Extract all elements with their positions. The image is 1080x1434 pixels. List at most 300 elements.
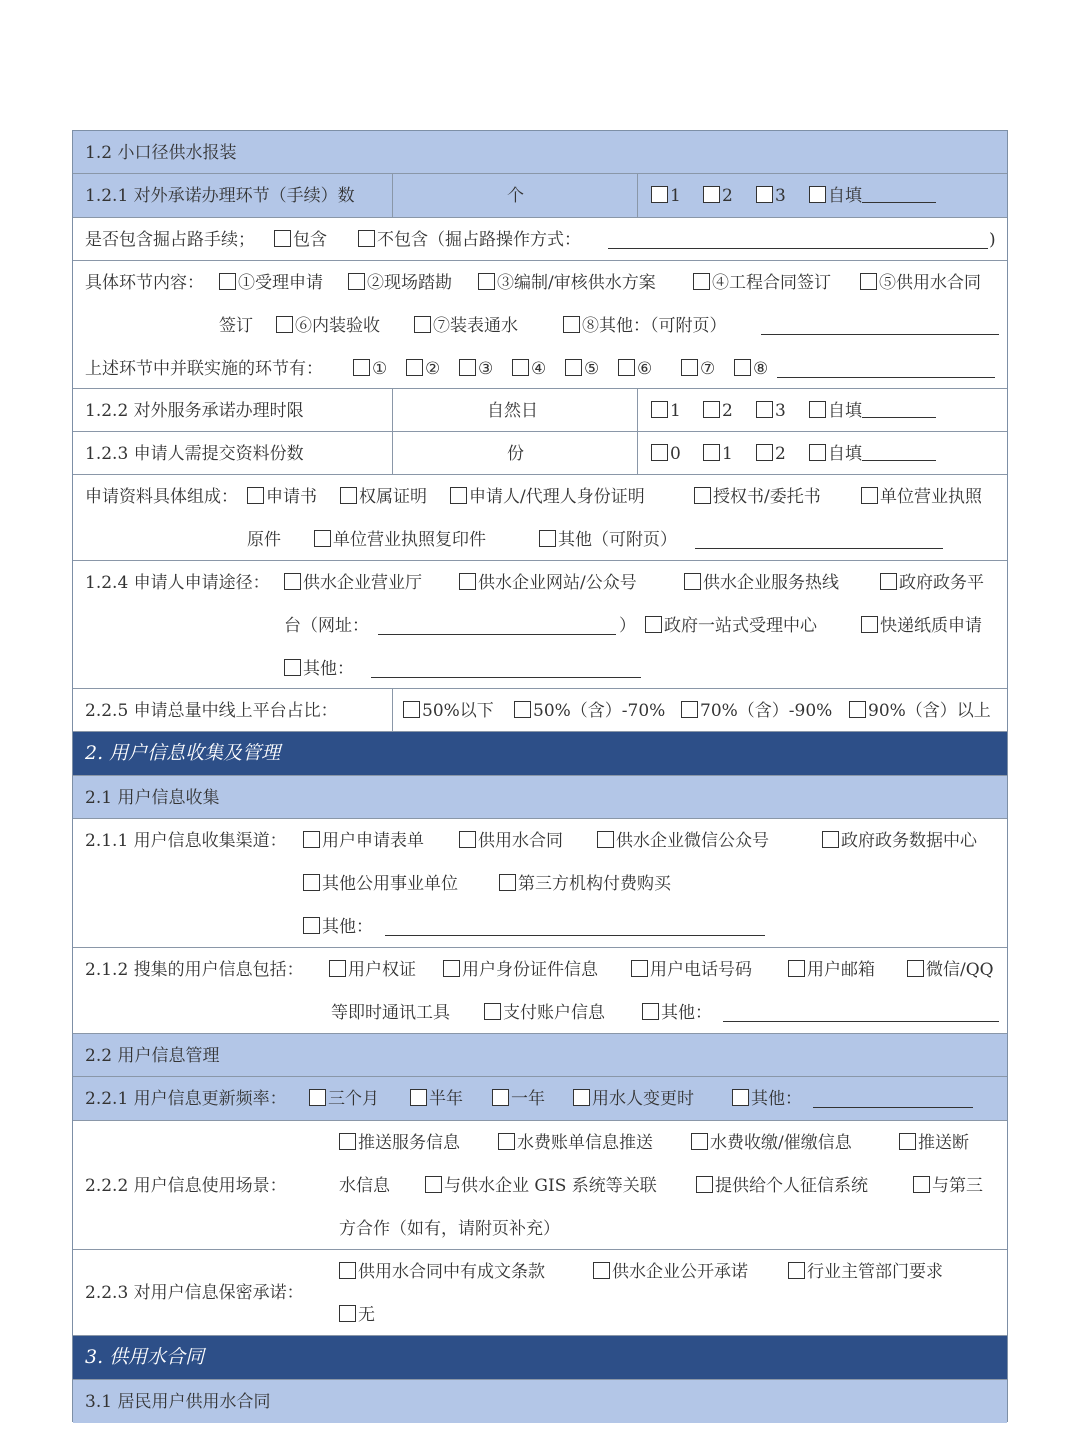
option-business-license[interactable] xyxy=(861,487,982,507)
row-2-2-1 xyxy=(73,1077,1007,1121)
parallel-label: 上述环节中并联实施的环节有： xyxy=(85,359,323,379)
options-cell xyxy=(637,432,638,474)
option-public-utilities[interactable] xyxy=(303,874,458,894)
option-one-stop-center[interactable] xyxy=(645,616,817,636)
options-cell xyxy=(637,174,638,217)
section-title: 2. 用户信息收集及管理 xyxy=(85,742,281,764)
subsection-title: 3.1 居民用户供用水合同 xyxy=(85,1392,271,1412)
row-label: 1.2.2 对外服务承诺办理时限 xyxy=(85,401,304,421)
checkbox[interactable] xyxy=(681,701,698,718)
parallel-7[interactable] xyxy=(681,359,715,379)
checkbox[interactable] xyxy=(414,316,431,333)
option-license-copy[interactable] xyxy=(314,530,486,550)
parallel-1[interactable] xyxy=(353,359,387,379)
option-3[interactable] xyxy=(756,401,786,421)
option-user-title[interactable] xyxy=(329,960,416,980)
row-label: 1.2.4 申请人申请途径： xyxy=(85,573,270,593)
option-text: 供水企业服务热线 xyxy=(703,573,839,593)
option-text: ⑥内装验收 xyxy=(295,316,380,336)
checkbox[interactable] xyxy=(499,874,516,891)
option-text: ⑤供用水合同 xyxy=(879,273,981,293)
option-express-paper[interactable] xyxy=(861,616,982,636)
checkbox[interactable] xyxy=(563,316,580,333)
fill-line[interactable] xyxy=(608,232,988,249)
option-step-7[interactable] xyxy=(414,316,518,336)
option-application-form[interactable] xyxy=(303,831,424,851)
checkbox[interactable] xyxy=(756,186,773,203)
parallel-2[interactable] xyxy=(406,359,440,379)
option-text: ④工程合同签订 xyxy=(712,273,831,293)
option-text: 权属证明 xyxy=(359,487,427,507)
checkbox[interactable] xyxy=(573,1089,590,1106)
checkbox[interactable] xyxy=(880,573,897,590)
close-paren: ) xyxy=(989,230,996,250)
option-gov-platform[interactable] xyxy=(880,573,984,593)
checkbox[interactable] xyxy=(849,701,866,718)
row-2-2-5 xyxy=(73,689,1007,732)
option-text: 用户电话号码 xyxy=(650,960,752,980)
checkbox[interactable] xyxy=(443,960,460,977)
checkbox[interactable] xyxy=(696,1176,713,1193)
option-text: ② xyxy=(425,359,441,379)
unit-label: 个 xyxy=(507,186,524,206)
checkbox[interactable] xyxy=(425,1176,442,1193)
fill-line[interactable] xyxy=(371,661,641,678)
checkbox[interactable] xyxy=(492,1089,509,1106)
option-other[interactable] xyxy=(642,1003,712,1023)
option-text: 自填 xyxy=(828,444,862,464)
option-text: 用户邮箱 xyxy=(807,960,875,980)
option-text: 与供水企业 GIS 系统等关联 xyxy=(444,1176,657,1196)
option-text: ⑧其他：（可附页） xyxy=(582,316,727,336)
option-2[interactable] xyxy=(756,444,786,464)
checkbox[interactable] xyxy=(788,1262,805,1279)
option-text: ③ xyxy=(478,359,494,379)
checkbox[interactable] xyxy=(693,273,710,290)
checkbox[interactable] xyxy=(565,359,582,376)
row-2-1-2 xyxy=(73,948,1007,1034)
checkbox[interactable] xyxy=(809,401,826,418)
unit-cell xyxy=(392,174,393,217)
unit-label: 自然日 xyxy=(487,401,538,421)
checkbox[interactable] xyxy=(645,616,662,633)
unit-cell xyxy=(392,389,393,431)
im-continuation: 等即时通讯工具 xyxy=(331,1003,450,1023)
checkbox[interactable] xyxy=(907,960,924,977)
checkbox[interactable] xyxy=(860,273,877,290)
checkbox[interactable] xyxy=(340,487,357,504)
checkbox[interactable] xyxy=(353,359,370,376)
option-text: 水费收缴/催缴信息 xyxy=(710,1133,852,1153)
row-label: 2.1.1 用户信息收集渠道： xyxy=(85,831,287,851)
row-road-permit xyxy=(73,218,1007,261)
option-1[interactable] xyxy=(651,401,681,421)
option-self-fill[interactable] xyxy=(809,186,936,206)
fill-line[interactable] xyxy=(862,186,936,203)
option-other-channel[interactable] xyxy=(284,659,354,679)
option-text: 授权书/委托书 xyxy=(713,487,821,507)
section-header-3 xyxy=(73,1336,1007,1380)
parallel-5[interactable] xyxy=(565,359,599,379)
option-text: 推送断 xyxy=(918,1133,969,1153)
option-text: 1 xyxy=(670,186,681,206)
option-text: 2 xyxy=(722,401,733,421)
option-text: 不包含（掘占路操作方式： xyxy=(377,230,581,250)
service-form-table xyxy=(72,130,1008,1422)
section-title: 3. 供用水合同 xyxy=(85,1346,205,1368)
row-step-contents xyxy=(73,261,1007,389)
option-authorization[interactable] xyxy=(694,487,821,507)
option-text: 快递纸质申请 xyxy=(880,616,982,636)
checkbox[interactable] xyxy=(861,487,878,504)
option-third-party-purchase[interactable] xyxy=(499,874,671,894)
checkbox[interactable] xyxy=(478,273,495,290)
option-text: 用水人变更时 xyxy=(592,1089,694,1109)
option-text: 其他： xyxy=(661,1003,712,1023)
option-0[interactable] xyxy=(651,444,681,464)
close-paren: ） xyxy=(619,616,636,636)
checkbox[interactable] xyxy=(276,316,293,333)
option-text: 2 xyxy=(722,186,733,206)
option-step-3[interactable] xyxy=(478,273,656,293)
option-text: 供用水合同 xyxy=(478,831,563,851)
checkbox[interactable] xyxy=(406,359,423,376)
checkbox[interactable] xyxy=(339,1305,356,1322)
checkbox[interactable] xyxy=(618,359,635,376)
option-text: 与第三 xyxy=(932,1176,983,1196)
option-step-4[interactable] xyxy=(693,273,831,293)
subsection-title: 2.1 用户信息收集 xyxy=(85,788,220,808)
row-label: 2.2.2 用户信息使用场景： xyxy=(85,1176,287,1196)
option-text: 支付账户信息 xyxy=(503,1003,605,1023)
option-text: 70%（含）-90% xyxy=(700,701,833,721)
option-text: 供水企业营业厅 xyxy=(303,573,422,593)
option-text: 自填 xyxy=(828,186,862,206)
parallel-4[interactable] xyxy=(512,359,546,379)
section-header-2 xyxy=(73,732,1007,776)
checkbox[interactable] xyxy=(303,831,320,848)
option-text: 用户申请表单 xyxy=(322,831,424,851)
fill-line[interactable] xyxy=(385,919,765,936)
checkbox[interactable] xyxy=(314,530,331,547)
option-text: ⑦ xyxy=(700,359,716,379)
checkbox[interactable] xyxy=(329,960,346,977)
option-text: 推送服务信息 xyxy=(358,1133,460,1153)
checkbox[interactable] xyxy=(651,186,668,203)
fill-line[interactable] xyxy=(695,532,943,549)
checkbox[interactable] xyxy=(459,831,476,848)
option-none[interactable] xyxy=(339,1305,375,1325)
checkbox[interactable] xyxy=(512,359,529,376)
checkbox[interactable] xyxy=(274,230,291,247)
option-text: 水费账单信息推送 xyxy=(517,1133,653,1153)
option-text: 供水企业公开承诺 xyxy=(612,1262,748,1282)
subsection-title: 2.2 用户信息管理 xyxy=(85,1046,220,1066)
option-70-90[interactable] xyxy=(681,701,832,721)
row-label: 1.2.1 对外承诺办理环节（手续）数 xyxy=(85,186,355,206)
option-text: 2 xyxy=(775,444,786,464)
row-2-2-3 xyxy=(73,1250,1007,1336)
checkbox[interactable] xyxy=(514,701,531,718)
checkbox[interactable] xyxy=(450,487,467,504)
option-text: 其他： xyxy=(303,659,354,679)
option-text: 自填 xyxy=(828,401,862,421)
option-3[interactable] xyxy=(756,186,786,206)
option-text: 政府政务数据中心 xyxy=(841,831,977,851)
option-half-year[interactable] xyxy=(410,1089,463,1109)
option-phone[interactable] xyxy=(631,960,752,980)
option-gov-data-center[interactable] xyxy=(822,831,977,851)
checkbox[interactable] xyxy=(498,1133,515,1150)
section-title: 1.2 小口径供水报装 xyxy=(85,143,237,163)
checkbox[interactable] xyxy=(403,701,420,718)
option-user-change[interactable] xyxy=(573,1089,694,1109)
option-text: 用户身份证件信息 xyxy=(462,960,598,980)
option-three-months[interactable] xyxy=(309,1089,379,1109)
row-label: 2.1.2 搜集的用户信息包括： xyxy=(85,960,304,980)
option-include[interactable] xyxy=(274,230,327,250)
row-label: 具体环节内容： xyxy=(85,273,204,293)
section-header-1-2 xyxy=(73,131,1007,174)
option-text: 用户权证 xyxy=(348,960,416,980)
option-text: 政府政务平 xyxy=(899,573,984,593)
checkbox[interactable] xyxy=(247,487,264,504)
option-identity-proof[interactable] xyxy=(450,487,645,507)
option-text: 其他公用事业单位 xyxy=(322,874,458,894)
option-step-2[interactable] xyxy=(348,273,452,293)
option-text: ① xyxy=(372,359,388,379)
checkbox[interactable] xyxy=(681,359,698,376)
checkbox[interactable] xyxy=(899,1133,916,1150)
option-above-90[interactable] xyxy=(849,701,991,721)
unit-label: 份 xyxy=(507,444,524,464)
option-text: 第三方机构付费购买 xyxy=(518,874,671,894)
fill-line[interactable] xyxy=(777,361,995,378)
option-application-form[interactable] xyxy=(247,487,317,507)
row-label: 是否包含掘占路手续； xyxy=(85,230,255,250)
checkbox[interactable] xyxy=(339,1262,356,1279)
option-wechat-qq[interactable] xyxy=(907,960,994,980)
url-fill-line[interactable] xyxy=(378,618,616,635)
checkbox[interactable] xyxy=(219,273,236,290)
option-1[interactable] xyxy=(651,186,681,206)
row-label: 2.2.5 申请总量中线上平台占比： xyxy=(85,701,338,721)
checkbox[interactable] xyxy=(732,1089,749,1106)
option-bill-push[interactable] xyxy=(498,1133,653,1153)
option-text: ⑥ xyxy=(637,359,653,379)
checkbox[interactable] xyxy=(303,874,320,891)
checkbox[interactable] xyxy=(284,659,301,676)
checkbox[interactable] xyxy=(284,573,301,590)
checkbox[interactable] xyxy=(691,1133,708,1150)
option-text: 0 xyxy=(670,444,681,464)
option-text: 申请人/代理人身份证明 xyxy=(469,487,645,507)
option-text: ⑤ xyxy=(584,359,600,379)
option-water-contract[interactable] xyxy=(459,831,563,851)
option-text: 90%（含）以上 xyxy=(868,701,991,721)
option-payment-reminder[interactable] xyxy=(691,1133,852,1153)
option-one-year[interactable] xyxy=(492,1089,545,1109)
parallel-3[interactable] xyxy=(459,359,493,379)
option-gis-link[interactable] xyxy=(425,1176,657,1196)
business-license-continuation: 原件 xyxy=(247,530,281,550)
option-step-5[interactable] xyxy=(860,273,981,293)
checkbox[interactable] xyxy=(734,359,751,376)
checkbox[interactable] xyxy=(410,1089,427,1106)
checkbox[interactable] xyxy=(756,401,773,418)
option-exclude[interactable] xyxy=(358,230,581,250)
option-text: ①受理申请 xyxy=(238,273,323,293)
checkbox[interactable] xyxy=(459,573,476,590)
option-self-fill[interactable] xyxy=(809,401,936,421)
checkbox[interactable] xyxy=(309,1089,326,1106)
checkbox[interactable] xyxy=(756,444,773,461)
gov-platform-continuation: 台（网址： xyxy=(284,616,369,636)
option-step-6[interactable] xyxy=(276,316,380,336)
option-text: 单位营业执照 xyxy=(880,487,982,507)
subsection-header-2-2 xyxy=(73,1034,1007,1077)
fill-line[interactable] xyxy=(862,401,936,418)
step-5-continuation: 签订 xyxy=(219,316,253,336)
option-2[interactable] xyxy=(703,186,733,206)
checkbox[interactable] xyxy=(703,186,720,203)
checkbox[interactable] xyxy=(861,616,878,633)
option-text: 供用水合同中有成文条款 xyxy=(358,1262,545,1282)
checkbox[interactable] xyxy=(694,487,711,504)
option-self-fill[interactable] xyxy=(809,444,936,464)
option-email[interactable] xyxy=(788,960,875,980)
checkbox[interactable] xyxy=(593,1262,610,1279)
option-text: 半年 xyxy=(429,1089,463,1109)
checkbox[interactable] xyxy=(348,273,365,290)
checkbox[interactable] xyxy=(651,401,668,418)
checkbox[interactable] xyxy=(913,1176,930,1193)
checkbox[interactable] xyxy=(303,917,320,934)
checkbox[interactable] xyxy=(631,960,648,977)
option-text: ③编制/审核供水方案 xyxy=(497,273,656,293)
option-push-service[interactable] xyxy=(339,1133,460,1153)
option-text: 3 xyxy=(775,401,786,421)
option-website[interactable] xyxy=(459,573,637,593)
option-text: 1 xyxy=(670,401,681,421)
option-2[interactable] xyxy=(703,401,733,421)
option-text: 三个月 xyxy=(328,1089,379,1109)
option-contract-clause[interactable] xyxy=(339,1262,545,1282)
checkbox[interactable] xyxy=(809,444,826,461)
option-text: 申请书 xyxy=(266,487,317,507)
checkbox[interactable] xyxy=(339,1133,356,1150)
subsection-header-3-1 xyxy=(73,1380,1007,1423)
checkbox[interactable] xyxy=(703,401,720,418)
option-text: ⑧ xyxy=(753,359,769,379)
option-regulator-requirement[interactable] xyxy=(788,1262,943,1282)
checkbox[interactable] xyxy=(597,831,614,848)
option-wechat-account[interactable] xyxy=(597,831,769,851)
option-text: 3 xyxy=(775,186,786,206)
row-application-docs xyxy=(73,475,1007,561)
option-below-50[interactable] xyxy=(403,701,494,721)
parallel-6[interactable] xyxy=(618,359,652,379)
row-label: 1.2.3 申请人需提交资料份数 xyxy=(85,444,304,464)
parallel-8[interactable] xyxy=(734,359,768,379)
option-step-1[interactable] xyxy=(219,273,323,293)
option-text: 50%（含）-70% xyxy=(533,701,666,721)
option-step-8[interactable] xyxy=(563,316,727,336)
checkbox[interactable] xyxy=(684,573,701,590)
options-cell xyxy=(392,689,393,731)
checkbox[interactable] xyxy=(358,230,375,247)
checkbox[interactable] xyxy=(651,444,668,461)
option-text: 单位营业执照复印件 xyxy=(333,530,486,550)
option-text: ④ xyxy=(531,359,547,379)
option-other[interactable] xyxy=(303,917,373,937)
checkbox[interactable] xyxy=(484,1003,501,1020)
checkbox[interactable] xyxy=(703,444,720,461)
option-text: 其他（可附页） xyxy=(558,530,677,550)
row-1-2-2 xyxy=(73,389,1007,432)
option-service-hall[interactable] xyxy=(284,573,422,593)
row-1-2-4 xyxy=(73,561,1007,689)
option-outage-push[interactable] xyxy=(899,1133,969,1153)
option-1[interactable] xyxy=(703,444,733,464)
fill-line[interactable] xyxy=(723,1005,999,1022)
option-text: 微信/QQ xyxy=(926,960,994,980)
fill-line[interactable] xyxy=(813,1091,973,1108)
option-text: ⑦装表通水 xyxy=(433,316,518,336)
option-text: 供水企业网站/公众号 xyxy=(478,573,637,593)
option-credit-system[interactable] xyxy=(696,1176,868,1196)
checkbox[interactable] xyxy=(459,359,476,376)
option-text: 一年 xyxy=(511,1089,545,1109)
option-id-info[interactable] xyxy=(443,960,598,980)
option-text: ②现场踏勘 xyxy=(367,273,452,293)
option-hotline[interactable] xyxy=(684,573,839,593)
row-1-2-1 xyxy=(73,174,1007,218)
option-ownership-proof[interactable] xyxy=(340,487,427,507)
option-text: 供水企业微信公众号 xyxy=(616,831,769,851)
option-text: 1 xyxy=(722,444,733,464)
checkbox[interactable] xyxy=(788,960,805,977)
fill-line[interactable] xyxy=(862,444,936,461)
option-other-docs[interactable] xyxy=(539,530,677,550)
options-cell xyxy=(637,389,638,431)
row-2-2-2 xyxy=(73,1121,1007,1250)
option-text: 其他： xyxy=(322,917,373,937)
checkbox[interactable] xyxy=(642,1003,659,1020)
row-label: 2.2.1 用户信息更新频率： xyxy=(85,1089,287,1109)
row-1-2-3 xyxy=(73,432,1007,475)
option-other[interactable] xyxy=(732,1089,802,1109)
checkbox[interactable] xyxy=(822,831,839,848)
fill-line[interactable] xyxy=(761,318,999,335)
checkbox[interactable] xyxy=(809,186,826,203)
third-party-continuation: 方合作（如有，请附页补充） xyxy=(339,1219,560,1239)
option-text: 50%以下 xyxy=(422,701,494,721)
option-text: 提供给个人征信系统 xyxy=(715,1176,868,1196)
option-text: 行业主管部门要求 xyxy=(807,1262,943,1282)
option-payment-account[interactable] xyxy=(484,1003,605,1023)
option-text: 无 xyxy=(358,1305,375,1325)
row-2-1-1 xyxy=(73,819,1007,948)
checkbox[interactable] xyxy=(539,530,556,547)
option-third-party[interactable] xyxy=(913,1176,983,1196)
option-text: 包含 xyxy=(293,230,327,250)
subsection-header-2-1 xyxy=(73,776,1007,819)
option-50-70[interactable] xyxy=(514,701,665,721)
row-label: 申请资料具体组成： xyxy=(85,487,238,507)
option-public-commitment[interactable] xyxy=(593,1262,748,1282)
option-text: 其他： xyxy=(751,1089,802,1109)
